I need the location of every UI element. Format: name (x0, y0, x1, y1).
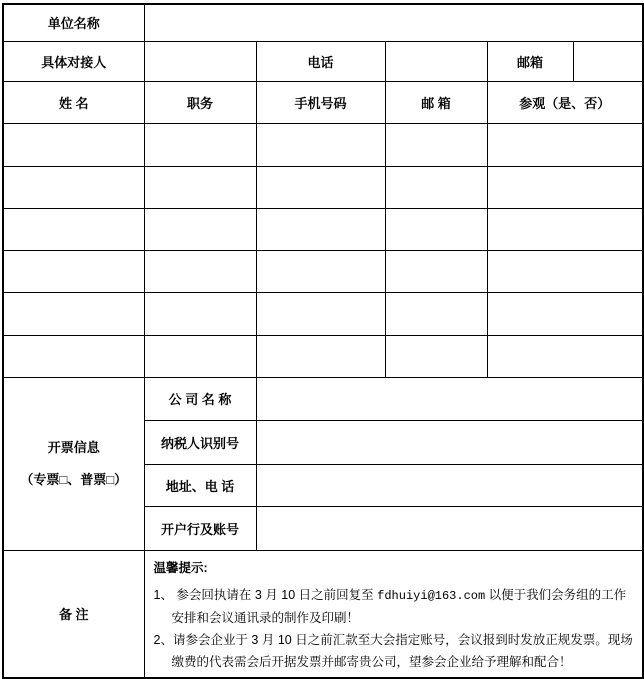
note1-email: fdhuiyi@163.com (377, 588, 486, 603)
attendee-row (3, 123, 643, 166)
attendee-name-cell[interactable] (3, 335, 144, 377)
attendee-mobile-cell[interactable] (256, 123, 385, 166)
attendee-name-cell[interactable] (3, 123, 144, 166)
attendee-email-cell[interactable] (385, 335, 487, 377)
attendee-title-cell[interactable] (144, 250, 256, 292)
invoice-bank-account-input[interactable] (256, 506, 643, 550)
attendee-header-title: 职务 (144, 81, 256, 123)
contact-email-label: 邮箱 (487, 41, 573, 81)
registration-form-table (2, 3, 644, 679)
attendee-row (3, 208, 643, 250)
unit-name-input[interactable] (144, 4, 643, 41)
attendee-mobile-cell[interactable] (256, 166, 385, 208)
attendee-email-cell[interactable] (385, 123, 487, 166)
remark-content (144, 550, 643, 678)
attendee-visit-cell[interactable] (487, 292, 643, 335)
attendee-title-cell[interactable] (144, 208, 256, 250)
note1-prefix: 1、 参会回执请在 3 月 10 日之前回复至 (153, 587, 378, 602)
contact-row (3, 41, 643, 81)
attendee-name-cell[interactable] (3, 208, 144, 250)
attendee-title-cell[interactable] (144, 166, 256, 208)
invoice-address-phone-input[interactable] (256, 464, 643, 506)
attendee-title-cell[interactable] (144, 123, 256, 166)
attendee-visit-cell[interactable] (487, 166, 643, 208)
attendee-visit-cell[interactable] (487, 123, 643, 166)
attendee-visit-cell[interactable] (487, 335, 643, 377)
attendee-header-visit: 参观（是、否） (487, 81, 643, 123)
attendee-row (3, 166, 643, 208)
remark-row (3, 550, 643, 678)
attendee-name-cell[interactable] (3, 250, 144, 292)
attendee-mobile-cell[interactable] (256, 292, 385, 335)
note-item-1 (154, 584, 635, 629)
invoice-taxid-input[interactable] (256, 420, 643, 464)
contact-phone-input[interactable] (385, 41, 487, 81)
note1-suffix: 以便于我们会务组的工作安排和会议通讯录的制作及印刷！ (171, 587, 627, 625)
attendee-name-cell[interactable] (3, 292, 144, 335)
invoice-taxid-label: 纳税人识别号 (144, 420, 256, 464)
remark-label: 备 注 (3, 550, 144, 678)
invoice-row-company (3, 377, 643, 420)
contact-phone-label: 电话 (256, 41, 385, 81)
attendee-mobile-cell[interactable] (256, 335, 385, 377)
attendee-header-email: 邮 箱 (385, 81, 487, 123)
attendee-mobile-cell[interactable] (256, 208, 385, 250)
unit-name-row (3, 4, 643, 41)
invoice-bank-account-label: 开户行及账号 (144, 506, 256, 550)
attendee-email-cell[interactable] (385, 166, 487, 208)
attendee-visit-cell[interactable] (487, 208, 643, 250)
attendee-header-name: 姓 名 (3, 81, 144, 123)
invoice-company-name-input[interactable] (256, 377, 643, 420)
invoice-info-label (3, 377, 144, 550)
attendee-title-cell[interactable] (144, 292, 256, 335)
attendee-email-cell[interactable] (385, 208, 487, 250)
attendee-row (3, 335, 643, 377)
attendee-row (3, 292, 643, 335)
attendee-title-cell[interactable] (144, 335, 256, 377)
attendee-email-cell[interactable] (385, 292, 487, 335)
invoice-title-line1: 开票信息 (47, 439, 100, 455)
unit-name-label: 单位名称 (3, 4, 144, 41)
note-item-2: 2、请参会企业于 3 月 10 日之前汇款至大会指定账号，会议报到时发放正规发票。现场缴费的代表需会后开据发票并邮寄贵公司，望参会企业给予理解和配合！ (153, 632, 633, 669)
attendee-name-cell[interactable] (3, 166, 144, 208)
attendee-row (3, 250, 643, 292)
attendee-header-mobile: 手机号码 (256, 81, 385, 123)
attendee-mobile-cell[interactable] (256, 250, 385, 292)
attendee-header-row (3, 81, 643, 123)
contact-person-input[interactable] (144, 41, 256, 81)
tip-title: 温馨提示: (153, 560, 208, 575)
invoice-company-name-label: 公 司 名 称 (144, 377, 256, 420)
attendee-email-cell[interactable] (385, 250, 487, 292)
contact-email-input[interactable] (573, 41, 643, 81)
invoice-title-line2: （专票□、普票□） (20, 471, 128, 487)
invoice-address-phone-label: 地址、电 话 (144, 464, 256, 506)
attendee-visit-cell[interactable] (487, 250, 643, 292)
contact-person-label: 具体对接人 (3, 41, 144, 81)
